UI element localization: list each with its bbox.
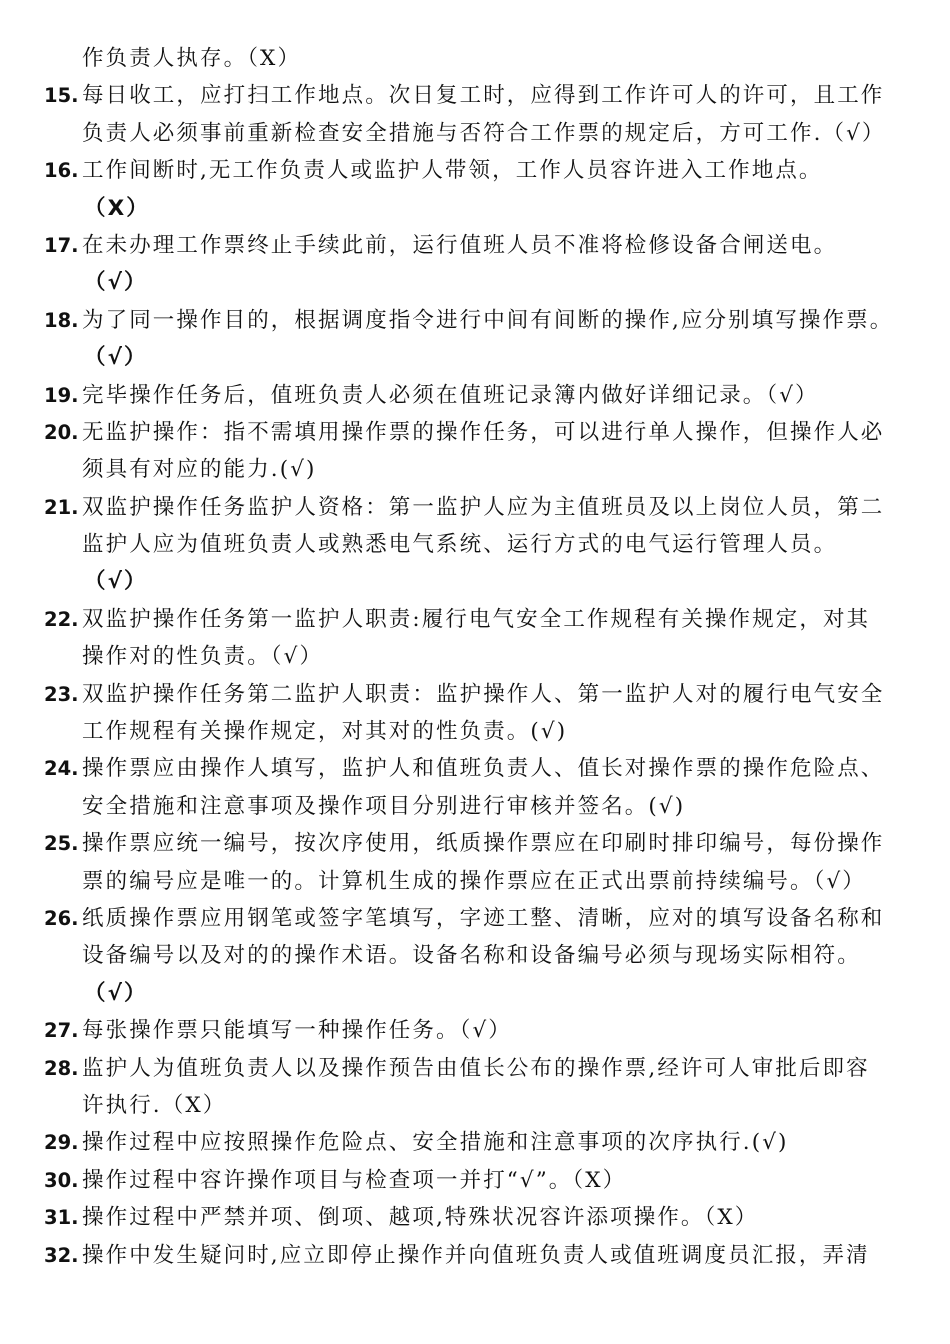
text-line — [0, 40, 950, 77]
line-text: 监护人应为值班负责人或熟悉电气系统、运行方式的电气运行管理人员。 — [82, 532, 838, 558]
text-line — [0, 788, 950, 825]
question-number: 23. — [44, 682, 79, 706]
answer-mark: （√） — [84, 270, 148, 296]
question-number: 25. — [44, 832, 79, 856]
question-number: 28. — [44, 1056, 79, 1080]
line-text: 票的编号应是唯一的。计算机生成的操作票应在正式出票前持续编号。（√） — [82, 868, 866, 894]
question-item — [0, 489, 950, 526]
line-text: 双监护操作任务第一监护人职责:履行电气安全工作规程有关操作规定，对其 — [82, 606, 871, 632]
question-item — [0, 77, 950, 114]
question-item — [0, 377, 950, 414]
question-number: 24. — [44, 757, 79, 781]
question-number: 29. — [44, 1131, 79, 1155]
line-text: 操作中发生疑问时,应立即停止操作并向值班负责人或值班调度员汇报，弄清 — [82, 1242, 870, 1268]
line-text: 操作票应统一编号，按次序使用，纸质操作票应在印刷时排印编号，每份操作 — [82, 831, 885, 857]
answer-line — [0, 190, 950, 227]
answer-mark: （√） — [84, 980, 148, 1006]
document-page — [0, 40, 950, 1274]
question-number: 26. — [44, 906, 79, 930]
answer-line — [0, 563, 950, 600]
question-item — [0, 900, 950, 937]
question-number: 19. — [44, 383, 79, 407]
text-line — [0, 937, 950, 974]
line-text: 负责人必须事前重新检查安全措施与否符合工作票的规定后，方可工作.（√） — [82, 120, 886, 146]
question-item — [0, 676, 950, 713]
answer-mark: （√） — [84, 569, 148, 595]
question-number: 21. — [44, 495, 79, 519]
line-text: 在未办理工作票终止手续此前，运行值班人员不准将检修设备合闸送电。 — [82, 232, 838, 258]
question-number: 18. — [44, 308, 79, 332]
question-item — [0, 1162, 950, 1199]
line-text: 作负责人执存。（X） — [82, 46, 302, 71]
question-item — [0, 152, 950, 189]
answer-mark: （X） — [84, 195, 150, 221]
question-item — [0, 302, 950, 339]
question-number: 16. — [44, 159, 79, 183]
line-text: 操作对的性负责。（√） — [82, 644, 324, 670]
line-text: 操作过程中严禁并项、倒项、越项,特殊状况容许添项操作。（X） — [82, 1205, 759, 1231]
question-item — [0, 825, 950, 862]
line-text: 每张操作票只能填写一种操作任务。（√） — [82, 1018, 512, 1044]
question-number: 32. — [44, 1243, 79, 1267]
line-text: 为了同一操作目的，根据调度指令进行中间有间断的操作,应分别填写操作票。 — [82, 307, 894, 333]
line-text: 操作过程中容许操作项目与检查项一并打“√”。（X） — [82, 1167, 627, 1193]
line-text: 监护人为值班负责人以及操作预告由值长公布的操作票,经许可人审批后即容 — [82, 1055, 870, 1081]
line-text: 设备编号以及对的的操作术语。设备名称和设备编号必须与现场实际相符。 — [82, 943, 861, 969]
question-number: 20. — [44, 420, 79, 444]
question-item — [0, 1237, 950, 1274]
text-line — [0, 1087, 950, 1124]
line-text: 完毕操作任务后，值班负责人必须在值班记录簿内做好详细记录。（√） — [82, 382, 819, 408]
line-text: 操作过程中应按照操作危险点、安全措施和注意事项的次序执行.(√) — [82, 1130, 789, 1156]
text-line — [0, 638, 950, 675]
text-line — [0, 526, 950, 563]
line-text: 双监护操作任务第二监护人职责：监护操作人、第一监护人对的履行电气安全 — [82, 681, 885, 707]
question-item — [0, 227, 950, 264]
question-item — [0, 414, 950, 451]
line-text: 每日收工，应打扫工作地点。次日复工时，应得到工作许可人的许可，且工作 — [82, 83, 885, 109]
line-text: 工作规程有关操作规定，对其对的性负责。(√) — [82, 719, 568, 745]
line-text: 须具有对应的能力.(√) — [82, 457, 317, 483]
question-item — [0, 601, 950, 638]
line-text: 许执行.（X） — [82, 1092, 227, 1118]
text-line — [0, 451, 950, 488]
question-number: 31. — [44, 1206, 79, 1230]
line-text: 工作间断时,无工作负责人或监护人带领，工作人员容许进入工作地点。 — [82, 158, 823, 184]
line-text: 安全措施和注意事项及操作项目分别进行审核并签名。(√) — [82, 793, 686, 819]
text-line — [0, 863, 950, 900]
question-number: 30. — [44, 1168, 79, 1192]
answer-line — [0, 339, 950, 376]
question-number: 27. — [44, 1019, 79, 1043]
question-number: 15. — [44, 84, 79, 108]
question-item — [0, 1012, 950, 1049]
question-item — [0, 750, 950, 787]
text-line — [0, 115, 950, 152]
line-text: 双监护操作任务监护人资格：第一监护人应为主值班员及以上岗位人员，第二 — [82, 494, 885, 520]
question-number: 17. — [44, 233, 79, 257]
question-item — [0, 1199, 950, 1236]
question-item — [0, 1050, 950, 1087]
answer-line — [0, 975, 950, 1012]
question-item — [0, 1124, 950, 1161]
text-line — [0, 713, 950, 750]
line-text: 操作票应由操作人填写，监护人和值班负责人、值长对操作票的操作危险点、 — [82, 756, 885, 782]
answer-mark: （√） — [84, 345, 148, 371]
answer-line — [0, 264, 950, 301]
line-text: 无监护操作：指不需填用操作票的操作任务，可以进行单人操作，但操作人必 — [82, 419, 885, 445]
question-number: 22. — [44, 607, 79, 631]
line-text: 纸质操作票应用钢笔或签字笔填写，字迹工整、清晰，应对的填写设备名称和 — [82, 905, 885, 931]
